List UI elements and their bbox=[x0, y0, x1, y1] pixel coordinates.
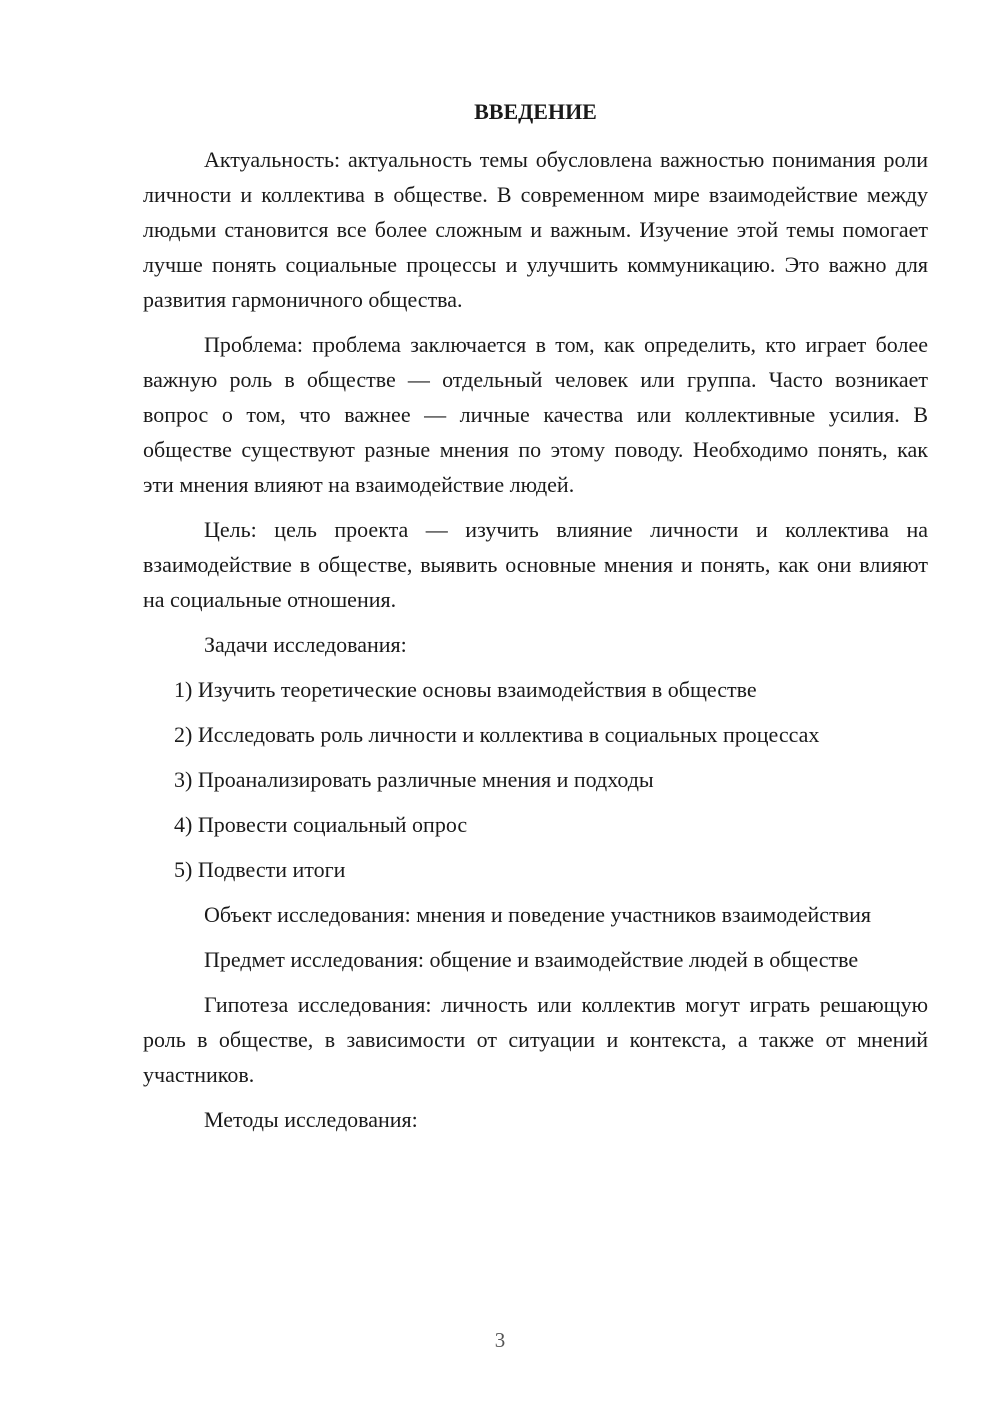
page-title: ВВЕДЕНИЕ bbox=[474, 99, 597, 124]
page-body bbox=[143, 142, 928, 1147]
list-item: 3) Проанализировать различные мнения и подходы bbox=[174, 767, 654, 792]
goal-paragraph: Цель: цель проекта — изучить влияние личности и коллектива на взаимодействие в обществе, выявить основные мнения и понять, как они влияют на социальные отношения. bbox=[143, 517, 928, 612]
tasks-list bbox=[143, 672, 928, 887]
problem-paragraph: Проблема: проблема заключается в том, как определить, кто играет более важную роль в обществе — отдельный человек или группа. Часто возникает вопрос о том, что важнее — личные качества или коллективные усилия. В обществе существуют разные мнения по этому поводу. Необходимо понять, как эти мнения влияют на взаимодействие людей. bbox=[143, 332, 928, 497]
subject-paragraph: Предмет исследования: общение и взаимодействие людей в обществе bbox=[204, 947, 859, 972]
hypothesis-paragraph: Гипотеза исследования: личность или коллектив могут играть решающую роль в обществе, в зависимости от ситуации и контекста, а также от мнений участников. bbox=[143, 992, 928, 1087]
tasks-heading: Задачи исследования: bbox=[204, 632, 407, 657]
relevance-paragraph: Актуальность: актуальность темы обусловлена важностью понимания роли личности и коллектива в обществе. В современном мире взаимодействие между людьми становится все более сложным и важным. Изучение этой темы помогает лучше понять социальные процессы и улучшить коммуникацию. Это важно для развития гармоничного общества. bbox=[143, 147, 928, 312]
list-item: 2) Исследовать роль личности и коллектива в социальных процессах bbox=[174, 722, 820, 747]
page-number: 3 bbox=[494, 1328, 506, 1352]
object-paragraph: Объект исследования: мнения и поведение участников взаимодействия bbox=[204, 902, 871, 927]
list-item: 5) Подвести итоги bbox=[174, 857, 346, 882]
list-item: 1) Изучить теоретические основы взаимодействия в обществе bbox=[174, 677, 757, 702]
list-item: 4) Провести социальный опрос bbox=[174, 812, 468, 837]
methods-heading: Методы исследования: bbox=[204, 1107, 418, 1132]
